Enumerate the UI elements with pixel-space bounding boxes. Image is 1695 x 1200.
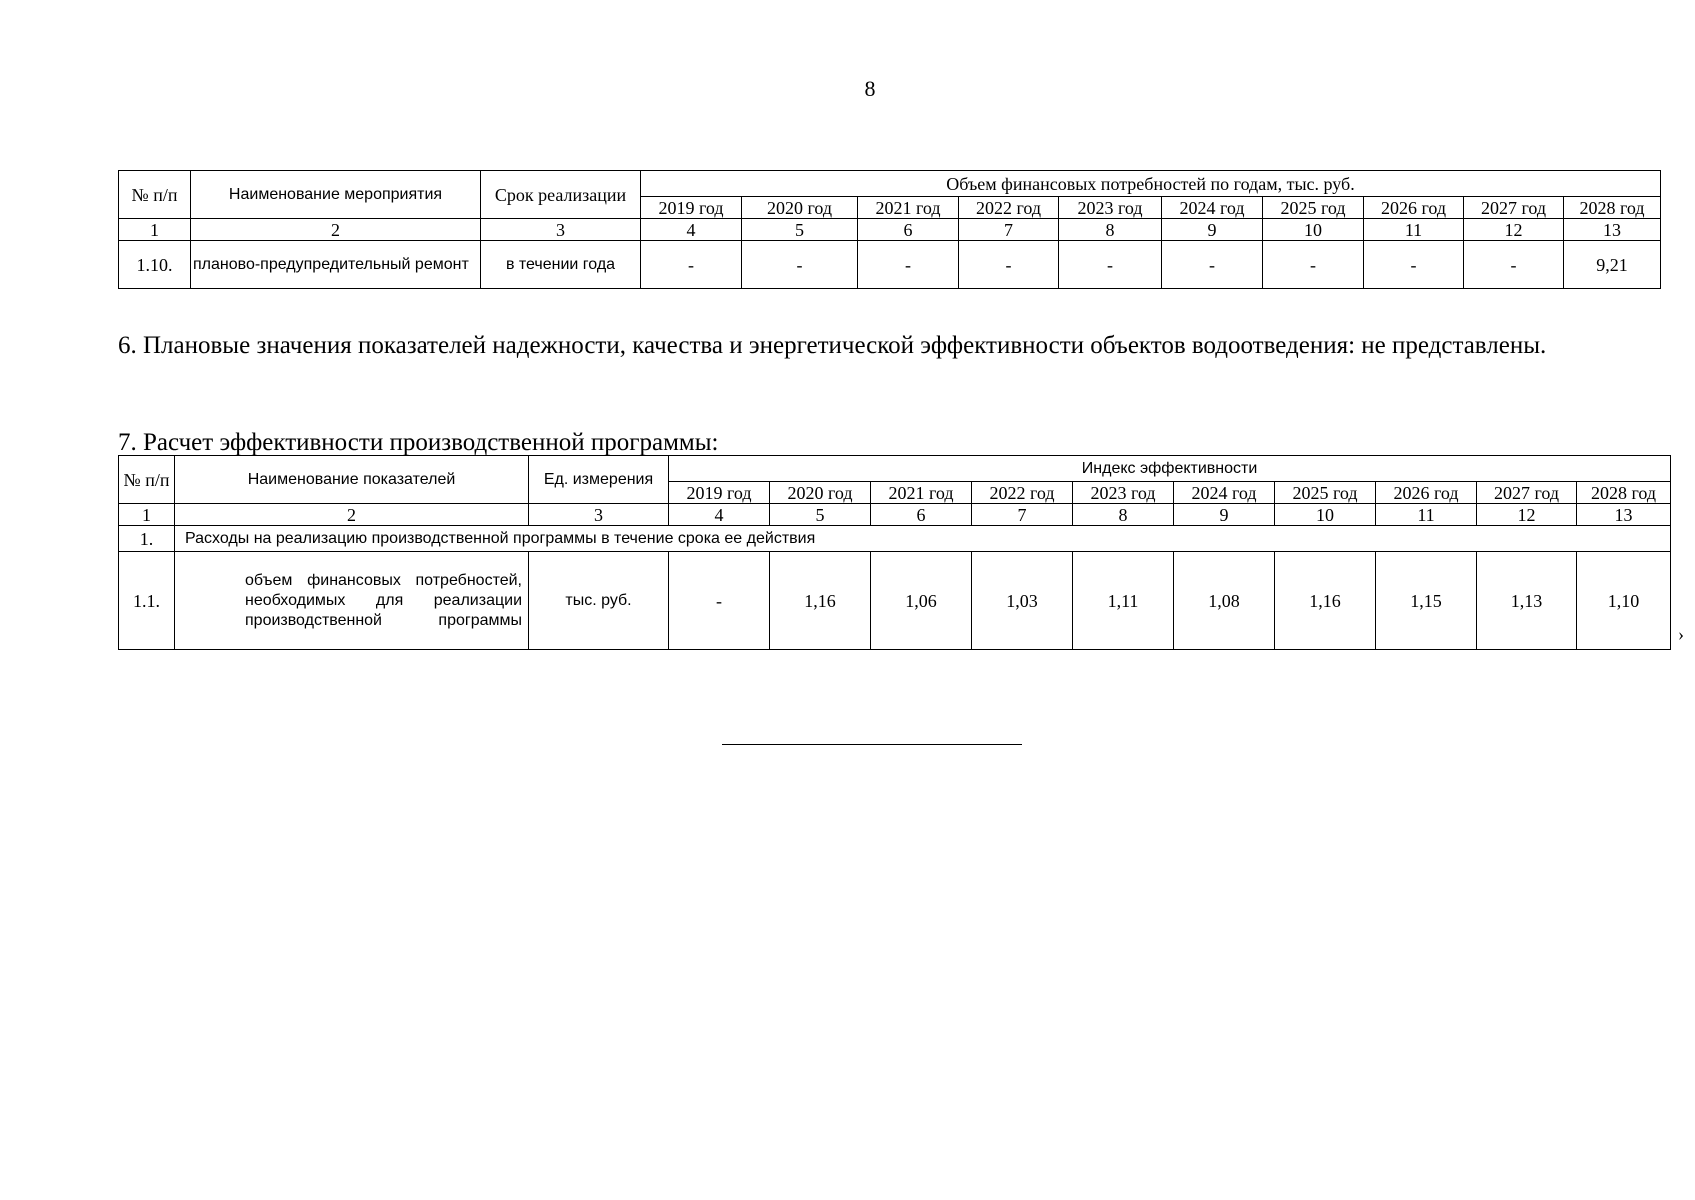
value-cell: 1,03 [972,552,1073,650]
col-header-name: Наименование мероприятия [191,171,481,219]
year-header: 2025 год [1275,482,1376,504]
value-cell: 1,16 [770,552,871,650]
column-number: 11 [1376,504,1477,526]
year-header: 2022 год [972,482,1073,504]
section-row-text: Расходы на реализацию производственной программы в течение срока ее действия [175,526,1671,552]
column-number: 9 [1162,219,1263,241]
value-cell: - [1162,241,1263,289]
column-number: 6 [871,504,972,526]
year-header: 2028 год [1577,482,1671,504]
column-number: 4 [669,504,770,526]
value-cell: - [641,241,742,289]
column-number-row [119,219,1661,241]
column-number: 11 [1364,219,1464,241]
column-number: 12 [1477,504,1577,526]
value-cell: - [959,241,1059,289]
row-unit: тыс. руб. [529,552,669,650]
column-number: 5 [770,504,871,526]
column-number: 3 [529,504,669,526]
col-header-term: Срок реализации [481,171,641,219]
column-number: 1 [119,504,175,526]
value-cell: 1,11 [1073,552,1174,650]
value-cell: 1,06 [871,552,972,650]
row-number: 1.1. [119,552,175,650]
year-header: 2024 год [1174,482,1275,504]
value-cell: - [1263,241,1364,289]
column-number: 2 [191,219,481,241]
value-cell: 1,13 [1477,552,1577,650]
year-header: 2021 год [858,197,959,219]
column-number: 8 [1073,504,1174,526]
year-header: 2023 год [1059,197,1162,219]
year-header: 2026 год [1376,482,1477,504]
page-number: 8 [864,76,876,101]
column-number: 10 [1263,219,1364,241]
year-header: 2020 год [770,482,871,504]
year-header: 2024 год [1162,197,1263,219]
column-number: 9 [1174,504,1275,526]
section-7-title: 7. Расчет эффективности производственной программы: [118,429,719,456]
column-number-row [119,504,1671,526]
year-header: 2022 год [959,197,1059,219]
column-number: 13 [1564,219,1661,241]
section-row [119,526,1671,552]
row-term: в течении года [481,241,641,289]
value-cell: - [669,552,770,650]
column-number: 12 [1464,219,1564,241]
edge-marker: › [1678,624,1684,644]
section-row-number: 1. [119,526,175,552]
column-number: 7 [972,504,1073,526]
column-number: 6 [858,219,959,241]
value-cell: - [1464,241,1564,289]
value-cell: 1,10 [1577,552,1671,650]
col-header-unit: Ед. измерения [529,456,669,504]
year-header: 2021 год [871,482,972,504]
column-number: 2 [175,504,529,526]
column-number: 10 [1275,504,1376,526]
value-cell: 1,08 [1174,552,1275,650]
year-header: 2027 год [1477,482,1577,504]
year-header: 2019 год [669,482,770,504]
column-number: 4 [641,219,742,241]
col-header-group: Индекс эффективности [669,456,1671,482]
financial-needs-table [118,170,1661,289]
value-cell: 9,21 [1564,241,1661,289]
column-number: 7 [959,219,1059,241]
table-row [119,241,1661,289]
end-divider [722,744,1022,745]
value-cell: - [1364,241,1464,289]
value-cell: - [742,241,858,289]
row-name: объем финансовых потребностей, необходимых для реализации производственной программы [175,552,529,650]
value-cell: 1,15 [1376,552,1477,650]
column-number: 5 [742,219,858,241]
col-header-num: № п/п [119,171,191,219]
efficiency-table [118,455,1671,650]
row-name: планово-предупредительный ремонт [191,241,481,289]
table-row [119,552,1671,650]
value-cell: 1,16 [1275,552,1376,650]
col-header-num: № п/п [119,456,175,504]
column-number: 13 [1577,504,1671,526]
year-header: 2026 год [1364,197,1464,219]
year-header: 2019 год [641,197,742,219]
value-cell: - [1059,241,1162,289]
year-header: 2020 год [742,197,858,219]
year-header: 2027 год [1464,197,1564,219]
section-6-paragraph: 6. Плановые значения показателей надежности, качества и энергетической эффективности объектов водоотведения: не представлены. [118,332,1547,359]
value-cell: - [858,241,959,289]
row-number: 1.10. [119,241,191,289]
col-header-group: Объем финансовых потребностей по годам, тыс. руб. [641,171,1661,197]
year-header: 2023 год [1073,482,1174,504]
column-number: 3 [481,219,641,241]
column-number: 8 [1059,219,1162,241]
year-header: 2025 год [1263,197,1364,219]
column-number: 1 [119,219,191,241]
col-header-name: Наименование показателей [175,456,529,504]
year-header: 2028 год [1564,197,1661,219]
